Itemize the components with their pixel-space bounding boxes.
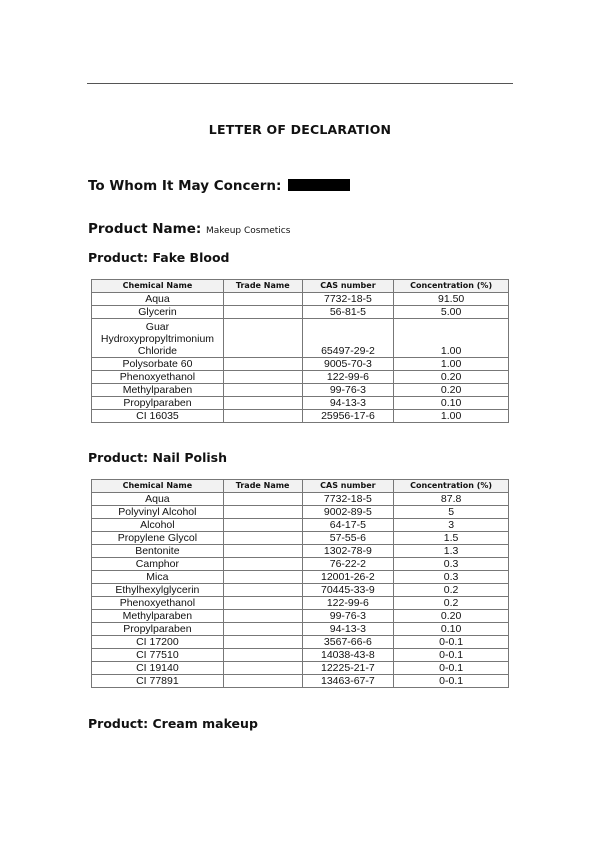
cell-chemical-name: Mica xyxy=(92,571,224,584)
cell-concentration: 0.20 xyxy=(394,371,509,384)
header-cas-number: CAS number xyxy=(302,480,394,493)
cell-cas-number: 12001-26-2 xyxy=(302,571,394,584)
cell-concentration: 3 xyxy=(394,519,509,532)
table-row xyxy=(92,545,509,558)
cell-chemical-name: Ethylhexylglycerin xyxy=(92,584,224,597)
cell-trade-name xyxy=(223,506,302,519)
cell-chemical-name: Glycerin xyxy=(92,306,224,319)
cell-chemical-name: Aqua xyxy=(92,493,224,506)
cell-trade-name xyxy=(223,532,302,545)
header-concentration: Concentration (%) xyxy=(394,280,509,293)
cell-cas-number: 9002-89-5 xyxy=(302,506,394,519)
cell-trade-name xyxy=(223,597,302,610)
cell-concentration: 0-0.1 xyxy=(394,662,509,675)
cell-trade-name xyxy=(223,571,302,584)
cell-trade-name xyxy=(223,384,302,397)
cell-chemical-name: Propylparaben xyxy=(92,623,224,636)
cell-concentration: 87.8 xyxy=(394,493,509,506)
cell-cas-number: 12225-21-7 xyxy=(302,662,394,675)
table-row xyxy=(92,358,509,371)
cell-chemical-name: Methylparaben xyxy=(92,384,224,397)
cell-chemical-name: Alcohol xyxy=(92,519,224,532)
cell-chemical-name: Propylene Glycol xyxy=(92,532,224,545)
document-title: LETTER OF DECLARATION xyxy=(208,122,392,137)
cell-cas-number: 25956-17-6 xyxy=(302,410,394,423)
product-heading-cream-makeup: Product: Cream makeup xyxy=(88,716,258,731)
cell-concentration: 0.20 xyxy=(394,384,509,397)
cell-chemical-name: Phenoxyethanol xyxy=(92,371,224,384)
cell-trade-name xyxy=(223,545,302,558)
header-trade-name: Trade Name xyxy=(223,480,302,493)
cell-cas-number: 7732-18-5 xyxy=(302,493,394,506)
table-row xyxy=(92,584,509,597)
cell-trade-name xyxy=(223,662,302,675)
cell-trade-name xyxy=(223,558,302,571)
header-rule xyxy=(87,83,513,84)
cell-chemical-name: CI 77510 xyxy=(92,649,224,662)
cell-concentration: 0.2 xyxy=(394,584,509,597)
product-name-label: Product Name: xyxy=(88,221,202,237)
cell-chemical-name: Aqua xyxy=(92,293,224,306)
table-header-row xyxy=(92,480,509,493)
cell-chemical-name: CI 17200 xyxy=(92,636,224,649)
ingredients-table-fake-blood xyxy=(91,279,509,423)
cell-chemical-name: Bentonite xyxy=(92,545,224,558)
cell-cas-number: 65497-29-2 xyxy=(302,319,394,358)
cell-trade-name xyxy=(223,397,302,410)
ingredients-table-nail-polish xyxy=(91,479,509,688)
table-row xyxy=(92,662,509,675)
cell-trade-name xyxy=(223,636,302,649)
cell-trade-name xyxy=(223,649,302,662)
cell-cas-number: 99-76-3 xyxy=(302,384,394,397)
cell-concentration: 0-0.1 xyxy=(394,649,509,662)
cell-cas-number: 3567-66-6 xyxy=(302,636,394,649)
product-name-line xyxy=(88,221,290,237)
table-row xyxy=(92,649,509,662)
cell-concentration: 0.20 xyxy=(394,610,509,623)
table-row xyxy=(92,397,509,410)
cell-cas-number: 1302-78-9 xyxy=(302,545,394,558)
product-heading-nail-polish: Product: Nail Polish xyxy=(88,450,227,465)
cell-chemical-name: Guar Hydroxypropyltrimonium Chloride xyxy=(92,319,224,358)
product-heading-fake-blood: Product: Fake Blood xyxy=(88,250,230,265)
table-row xyxy=(92,506,509,519)
cell-trade-name xyxy=(223,519,302,532)
cell-trade-name xyxy=(223,293,302,306)
header-cas-number: CAS number xyxy=(302,280,394,293)
cell-trade-name xyxy=(223,623,302,636)
cell-chemical-name: Polysorbate 60 xyxy=(92,358,224,371)
table-row xyxy=(92,493,509,506)
header-concentration: Concentration (%) xyxy=(394,480,509,493)
header-chemical-name: Chemical Name xyxy=(92,480,224,493)
salutation-text: To Whom It May Concern: xyxy=(88,178,282,194)
header-trade-name: Trade Name xyxy=(223,280,302,293)
cell-concentration: 0-0.1 xyxy=(394,636,509,649)
cell-concentration: 1.5 xyxy=(394,532,509,545)
cell-cas-number: 122-99-6 xyxy=(302,371,394,384)
cell-chemical-name: CI 19140 xyxy=(92,662,224,675)
cell-concentration: 0.10 xyxy=(394,623,509,636)
cell-concentration: 5 xyxy=(394,506,509,519)
cell-cas-number: 64-17-5 xyxy=(302,519,394,532)
cell-cas-number: 13463-67-7 xyxy=(302,675,394,688)
cell-cas-number: 14038-43-8 xyxy=(302,649,394,662)
table-body xyxy=(92,493,509,688)
cell-cas-number: 57-55-6 xyxy=(302,532,394,545)
cell-trade-name xyxy=(223,493,302,506)
cell-cas-number: 94-13-3 xyxy=(302,397,394,410)
product-name-value: Makeup Cosmetics xyxy=(206,226,291,236)
table-row xyxy=(92,571,509,584)
cell-cas-number: 9005-70-3 xyxy=(302,358,394,371)
cell-cas-number: 122-99-6 xyxy=(302,597,394,610)
cell-concentration: 1.00 xyxy=(394,319,509,358)
table-body xyxy=(92,293,509,423)
cell-cas-number: 56-81-5 xyxy=(302,306,394,319)
cell-trade-name xyxy=(223,610,302,623)
cell-concentration: 0-0.1 xyxy=(394,675,509,688)
cell-trade-name xyxy=(223,675,302,688)
cell-trade-name xyxy=(223,371,302,384)
cell-chemical-name: Propylparaben xyxy=(92,397,224,410)
cell-concentration: 91.50 xyxy=(394,293,509,306)
cell-chemical-name: Polyvinyl Alcohol xyxy=(92,506,224,519)
cell-cas-number: 99-76-3 xyxy=(302,610,394,623)
table-row xyxy=(92,319,509,358)
table-row xyxy=(92,306,509,319)
table-row xyxy=(92,384,509,397)
table-row xyxy=(92,623,509,636)
cell-chemical-name: CI 77891 xyxy=(92,675,224,688)
table-row xyxy=(92,610,509,623)
redacted-block xyxy=(288,179,350,191)
table-row xyxy=(92,558,509,571)
cell-trade-name xyxy=(223,358,302,371)
table-row xyxy=(92,410,509,423)
cell-chemical-name: CI 16035 xyxy=(92,410,224,423)
table-row xyxy=(92,532,509,545)
cell-chemical-name: Phenoxyethanol xyxy=(92,597,224,610)
cell-cas-number: 76-22-2 xyxy=(302,558,394,571)
table-row xyxy=(92,675,509,688)
cell-trade-name xyxy=(223,584,302,597)
cell-cas-number: 94-13-3 xyxy=(302,623,394,636)
salutation xyxy=(88,178,350,194)
cell-trade-name xyxy=(223,319,302,358)
table-row xyxy=(92,293,509,306)
cell-chemical-name: Camphor xyxy=(92,558,224,571)
cell-concentration: 0.3 xyxy=(394,558,509,571)
cell-concentration: 1.00 xyxy=(394,410,509,423)
cell-concentration: 0.3 xyxy=(394,571,509,584)
cell-cas-number: 7732-18-5 xyxy=(302,293,394,306)
table-row xyxy=(92,371,509,384)
cell-concentration: 5.00 xyxy=(394,306,509,319)
cell-concentration: 0.10 xyxy=(394,397,509,410)
cell-trade-name xyxy=(223,410,302,423)
table-row xyxy=(92,636,509,649)
header-chemical-name: Chemical Name xyxy=(92,280,224,293)
cell-concentration: 1.00 xyxy=(394,358,509,371)
table-header-row xyxy=(92,280,509,293)
cell-chemical-name: Methylparaben xyxy=(92,610,224,623)
cell-cas-number: 70445-33-9 xyxy=(302,584,394,597)
cell-concentration: 0.2 xyxy=(394,597,509,610)
table-row xyxy=(92,519,509,532)
cell-concentration: 1.3 xyxy=(394,545,509,558)
table-row xyxy=(92,597,509,610)
cell-trade-name xyxy=(223,306,302,319)
